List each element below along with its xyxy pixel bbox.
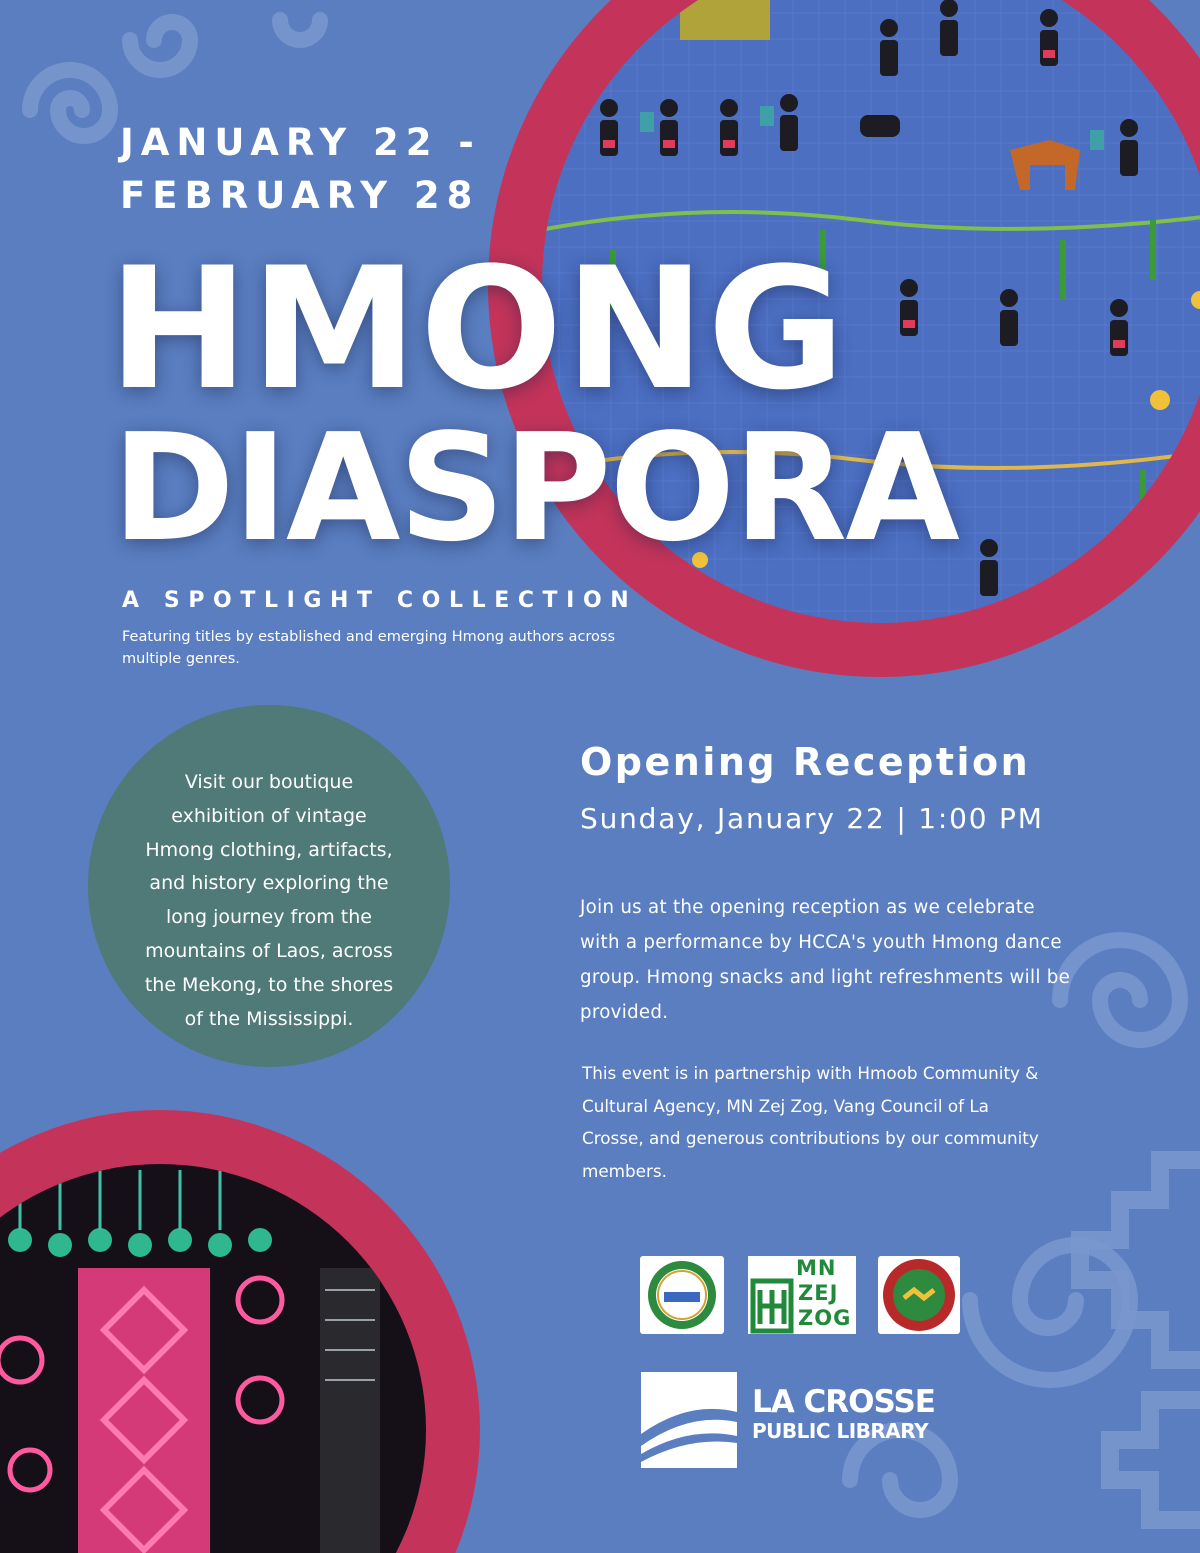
mnzejzog-word-2: ZEJ [798,1281,839,1305]
hcca-logo-icon [640,1256,724,1334]
title-line-2: DIASPORA [112,402,958,574]
step-motif-icon [1080,1160,1200,1520]
library-name-line-1: LA CROSSE [752,1384,935,1420]
reception-description: Join us at the opening reception as we celebrate with a performance by HCCA's youth Hmong dance group. Hmong snacks and light refreshments will be provided. [580,897,1071,1023]
reception-title: Opening Reception [580,740,1031,784]
library-name-line-2: PUBLIC LIBRARY [752,1419,929,1443]
mnzejzog-word-3: ZOG [798,1306,852,1330]
event-dates [120,116,481,222]
exhibition-text: Visit our boutique exhibition of vintage Hmong clothing, artifacts, and history exploring the long journey from the mountains of Laos, across the Mekong, to the shores of the Mississippi. [144,771,394,1030]
vang-council-logo-icon [878,1256,960,1334]
spotlight-subtitle: A SPOTLIGHT COLLECTION [122,588,638,613]
mnzejzog-word-1: MN [796,1256,837,1280]
date-line-2: FEBRUARY 28 [120,174,480,217]
library-mark-icon [641,1372,737,1468]
reception-datetime: Sunday, January 22 | 1:00 PM [580,802,1044,835]
featuring-text: Featuring titles by established and emerging Hmong authors across multiple genres. [122,629,616,667]
title-line-1: HMONG [108,231,848,427]
partnership-text: This event is in partnership with Hmoob Community & Cultural Agency, MN Zej Zog, Vang Council of La Crosse, and generous contributions by our community members. [582,1063,1039,1181]
date-line-1: JANUARY 22 - [120,121,481,164]
